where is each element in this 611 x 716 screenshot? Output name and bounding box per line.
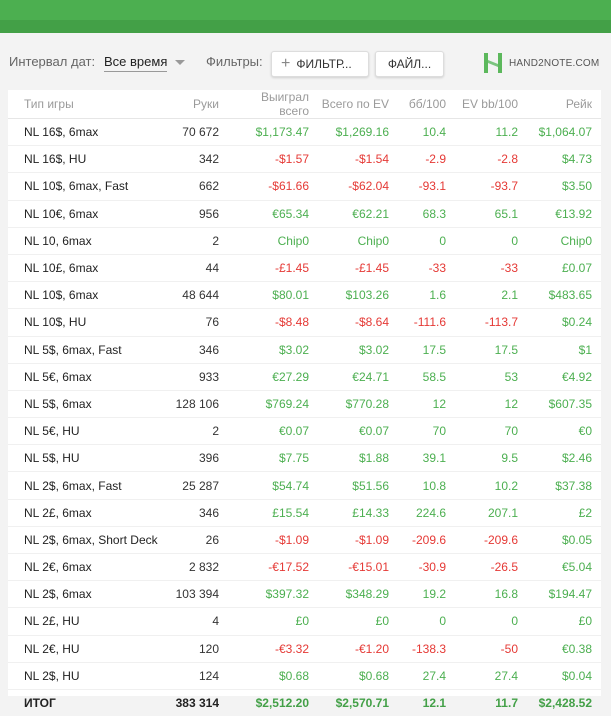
won-total-cell: $0.68 <box>228 662 318 689</box>
column-header[interactable]: Тип игры <box>8 90 163 119</box>
bb100-cell: -138.3 <box>398 635 455 662</box>
table-row[interactable] <box>8 472 601 499</box>
won-total-cell: Chip0 <box>228 227 318 254</box>
ev-total-cell: £14.33 <box>318 499 398 526</box>
table-header-row <box>8 90 601 119</box>
rake-cell: €5.04 <box>527 554 601 581</box>
game-type-cell: NL 10€, 6max <box>8 200 163 227</box>
bb100-cell: 17.5 <box>398 336 455 363</box>
filters-label: Фильтры: <box>206 54 263 69</box>
game-type-cell: NL 5$, HU <box>8 445 163 472</box>
column-header[interactable]: Всего по EV <box>318 90 398 119</box>
plus-icon: + <box>281 56 290 72</box>
column-header[interactable]: Выиграл всего <box>228 90 318 119</box>
ev-total-cell: €0.07 <box>318 418 398 445</box>
rake-cell: Chip0 <box>527 227 601 254</box>
won-total-cell: £15.54 <box>228 499 318 526</box>
won-total-cell: €27.29 <box>228 363 318 390</box>
hands-cell: 128 106 <box>163 390 228 417</box>
bb100-cell: 10.4 <box>398 119 455 146</box>
table-row[interactable] <box>8 662 601 689</box>
rake-cell: $37.38 <box>527 472 601 499</box>
ev-bb100-cell: 11.7 <box>455 689 527 716</box>
hands-cell: 25 287 <box>163 472 228 499</box>
table-total-row[interactable] <box>8 689 601 716</box>
rake-cell: $4.73 <box>527 146 601 173</box>
ev-total-cell: -$62.04 <box>318 173 398 200</box>
ev-total-cell: $103.26 <box>318 282 398 309</box>
game-type-cell: NL 2$, 6max, Fast <box>8 472 163 499</box>
game-type-cell: NL 10£, 6max <box>8 254 163 281</box>
won-total-cell: $3.02 <box>228 336 318 363</box>
table-row[interactable] <box>8 309 601 336</box>
rake-cell: $2.46 <box>527 445 601 472</box>
rake-cell: £0 <box>527 608 601 635</box>
rake-cell: $194.47 <box>527 581 601 608</box>
hands-cell: 342 <box>163 146 228 173</box>
rake-cell: $0.05 <box>527 526 601 553</box>
chevron-down-icon[interactable] <box>175 60 185 65</box>
game-type-cell: NL 10$, 6max <box>8 282 163 309</box>
table-row[interactable] <box>8 282 601 309</box>
ev-total-cell: $0.68 <box>318 662 398 689</box>
game-type-cell: NL 5€, HU <box>8 418 163 445</box>
game-type-cell: NL 5$, 6max, Fast <box>8 336 163 363</box>
ev-bb100-cell: 17.5 <box>455 336 527 363</box>
rake-cell: $607.35 <box>527 390 601 417</box>
ev-bb100-cell: 207.1 <box>455 499 527 526</box>
hands-cell: 4 <box>163 608 228 635</box>
table-row[interactable] <box>8 200 601 227</box>
bb100-cell: 224.6 <box>398 499 455 526</box>
game-type-cell: NL 16$, HU <box>8 146 163 173</box>
game-type-cell: NL 16$, 6max <box>8 119 163 146</box>
ev-total-cell: -€1.20 <box>318 635 398 662</box>
rake-cell: €13.92 <box>527 200 601 227</box>
ev-total-cell: $1,269.16 <box>318 119 398 146</box>
filter-button[interactable] <box>271 51 369 77</box>
file-button-label: ФАЙЛ... <box>388 57 431 71</box>
rake-cell: $483.65 <box>527 282 601 309</box>
ev-total-cell: Chip0 <box>318 227 398 254</box>
won-total-cell: -$1.09 <box>228 526 318 553</box>
date-interval-select[interactable]: Все время <box>104 54 167 72</box>
stats-table <box>8 90 601 716</box>
table-body <box>8 119 601 716</box>
rake-cell: $0.24 <box>527 309 601 336</box>
bb100-cell: 19.2 <box>398 581 455 608</box>
bb100-cell: -93.1 <box>398 173 455 200</box>
table-row[interactable] <box>8 581 601 608</box>
ev-bb100-cell: 11.2 <box>455 119 527 146</box>
ev-total-cell: -$8.64 <box>318 309 398 336</box>
hands-cell: 70 672 <box>163 119 228 146</box>
hands-cell: 26 <box>163 526 228 553</box>
ev-total-cell: £0 <box>318 608 398 635</box>
won-total-cell: -$1.57 <box>228 146 318 173</box>
bb100-cell: 0 <box>398 227 455 254</box>
hands-cell: 662 <box>163 173 228 200</box>
table-row[interactable] <box>8 608 601 635</box>
toolbar <box>0 33 611 90</box>
game-type-cell: NL 2$, 6max, Short Deck <box>8 526 163 553</box>
game-type-cell: NL 2£, 6max <box>8 499 163 526</box>
ev-total-cell: $1.88 <box>318 445 398 472</box>
bb100-cell: -33 <box>398 254 455 281</box>
game-type-cell: ИТОГ <box>8 689 163 716</box>
filter-button-label: ФИЛЬТР... <box>296 57 351 71</box>
hands-cell: 120 <box>163 635 228 662</box>
hands-cell: 956 <box>163 200 228 227</box>
bb100-cell: 1.6 <box>398 282 455 309</box>
won-total-cell: €0.07 <box>228 418 318 445</box>
rake-cell: $1,064.07 <box>527 119 601 146</box>
hand2note-logo-icon <box>483 52 503 74</box>
won-total-cell: -€17.52 <box>228 554 318 581</box>
bb100-cell: 0 <box>398 608 455 635</box>
game-type-cell: NL 10, 6max <box>8 227 163 254</box>
game-type-cell: NL 2£, HU <box>8 608 163 635</box>
won-total-cell: €65.34 <box>228 200 318 227</box>
table-row[interactable] <box>8 635 601 662</box>
bb100-cell: 10.8 <box>398 472 455 499</box>
column-header[interactable]: Рейк <box>527 90 601 119</box>
table-row[interactable] <box>8 418 601 445</box>
bb100-cell: -111.6 <box>398 309 455 336</box>
ev-total-cell: €24.71 <box>318 363 398 390</box>
ev-bb100-cell: 65.1 <box>455 200 527 227</box>
table-row[interactable] <box>8 554 601 581</box>
won-total-cell: $397.32 <box>228 581 318 608</box>
logo-text: HAND2NOTE.COM <box>509 58 599 69</box>
ev-bb100-cell: 9.5 <box>455 445 527 472</box>
file-button[interactable] <box>375 51 444 77</box>
won-total-cell: -$61.66 <box>228 173 318 200</box>
bb100-cell: -209.6 <box>398 526 455 553</box>
won-total-cell: $54.74 <box>228 472 318 499</box>
ev-total-cell: €62.21 <box>318 200 398 227</box>
ev-bb100-cell: -33 <box>455 254 527 281</box>
bb100-cell: 70 <box>398 418 455 445</box>
ev-bb100-cell: 10.2 <box>455 472 527 499</box>
ev-total-cell: $2,570.71 <box>318 689 398 716</box>
ev-bb100-cell: -50 <box>455 635 527 662</box>
game-type-cell: NL 5$, 6max <box>8 390 163 417</box>
ev-bb100-cell: -26.5 <box>455 554 527 581</box>
table-row[interactable] <box>8 336 601 363</box>
bb100-cell: 68.3 <box>398 200 455 227</box>
ev-total-cell: -£1.45 <box>318 254 398 281</box>
rake-cell: $1 <box>527 336 601 363</box>
rake-cell: £0.07 <box>527 254 601 281</box>
app-header-bar <box>0 0 611 33</box>
won-total-cell: $1,173.47 <box>228 119 318 146</box>
hands-cell: 103 394 <box>163 581 228 608</box>
won-total-cell: -€3.32 <box>228 635 318 662</box>
ev-total-cell: -$1.09 <box>318 526 398 553</box>
ev-bb100-cell: -113.7 <box>455 309 527 336</box>
ev-bb100-cell: 16.8 <box>455 581 527 608</box>
ev-total-cell: -$1.54 <box>318 146 398 173</box>
ev-bb100-cell: -209.6 <box>455 526 527 553</box>
won-total-cell: -$8.48 <box>228 309 318 336</box>
rake-cell: $3.50 <box>527 173 601 200</box>
column-header[interactable]: EV bb/100 <box>455 90 527 119</box>
rake-cell: €4.92 <box>527 363 601 390</box>
table-row[interactable] <box>8 173 601 200</box>
table-row[interactable] <box>8 363 601 390</box>
table-row[interactable] <box>8 526 601 553</box>
won-total-cell: £0 <box>228 608 318 635</box>
ev-total-cell: $770.28 <box>318 390 398 417</box>
ev-bb100-cell: 0 <box>455 608 527 635</box>
hands-cell: 76 <box>163 309 228 336</box>
ev-bb100-cell: -2.8 <box>455 146 527 173</box>
ev-bb100-cell: 27.4 <box>455 662 527 689</box>
date-interval-label: Интервал дат: <box>9 54 95 69</box>
column-header[interactable]: Руки <box>163 90 228 119</box>
rake-cell: $0.04 <box>527 662 601 689</box>
game-type-cell: NL 2€, 6max <box>8 554 163 581</box>
bb100-cell: 58.5 <box>398 363 455 390</box>
table-row[interactable] <box>8 499 601 526</box>
rake-cell: €0 <box>527 418 601 445</box>
game-type-cell: NL 5€, 6max <box>8 363 163 390</box>
hands-cell: 48 644 <box>163 282 228 309</box>
game-type-cell: NL 10$, HU <box>8 309 163 336</box>
ev-bb100-cell: 0 <box>455 227 527 254</box>
rake-cell: €0.38 <box>527 635 601 662</box>
ev-bb100-cell: 12 <box>455 390 527 417</box>
ev-total-cell: -€15.01 <box>318 554 398 581</box>
table-row[interactable] <box>8 445 601 472</box>
won-total-cell: -£1.45 <box>228 254 318 281</box>
table-row[interactable] <box>8 119 601 146</box>
ev-total-cell: $348.29 <box>318 581 398 608</box>
game-type-cell: NL 2$, HU <box>8 662 163 689</box>
ev-bb100-cell: 70 <box>455 418 527 445</box>
header-stripe <box>0 20 611 33</box>
hands-cell: 396 <box>163 445 228 472</box>
rake-cell: £2 <box>527 499 601 526</box>
hands-cell: 2 <box>163 418 228 445</box>
table-row[interactable] <box>8 390 601 417</box>
hand2note-logo <box>483 52 599 74</box>
stats-table-panel <box>8 90 601 696</box>
won-total-cell: $769.24 <box>228 390 318 417</box>
hands-cell: 383 314 <box>163 689 228 716</box>
game-type-cell: NL 10$, 6max, Fast <box>8 173 163 200</box>
hands-cell: 2 832 <box>163 554 228 581</box>
ev-bb100-cell: -93.7 <box>455 173 527 200</box>
hands-cell: 124 <box>163 662 228 689</box>
table-row[interactable] <box>8 146 601 173</box>
rake-cell: $2,428.52 <box>527 689 601 716</box>
bb100-cell: 27.4 <box>398 662 455 689</box>
hands-cell: 44 <box>163 254 228 281</box>
hands-cell: 346 <box>163 336 228 363</box>
hands-cell: 933 <box>163 363 228 390</box>
won-total-cell: $80.01 <box>228 282 318 309</box>
game-type-cell: NL 2€, HU <box>8 635 163 662</box>
bb100-cell: -2.9 <box>398 146 455 173</box>
table-row[interactable] <box>8 254 601 281</box>
column-header[interactable]: бб/100 <box>398 90 455 119</box>
game-type-cell: NL 2$, 6max <box>8 581 163 608</box>
hands-cell: 346 <box>163 499 228 526</box>
ev-total-cell: $3.02 <box>318 336 398 363</box>
won-total-cell: $2,512.20 <box>228 689 318 716</box>
table-row[interactable] <box>8 227 601 254</box>
bb100-cell: 12 <box>398 390 455 417</box>
ev-bb100-cell: 2.1 <box>455 282 527 309</box>
ev-total-cell: $51.56 <box>318 472 398 499</box>
bb100-cell: -30.9 <box>398 554 455 581</box>
bb100-cell: 12.1 <box>398 689 455 716</box>
ev-bb100-cell: 53 <box>455 363 527 390</box>
won-total-cell: $7.75 <box>228 445 318 472</box>
hands-cell: 2 <box>163 227 228 254</box>
bb100-cell: 39.1 <box>398 445 455 472</box>
